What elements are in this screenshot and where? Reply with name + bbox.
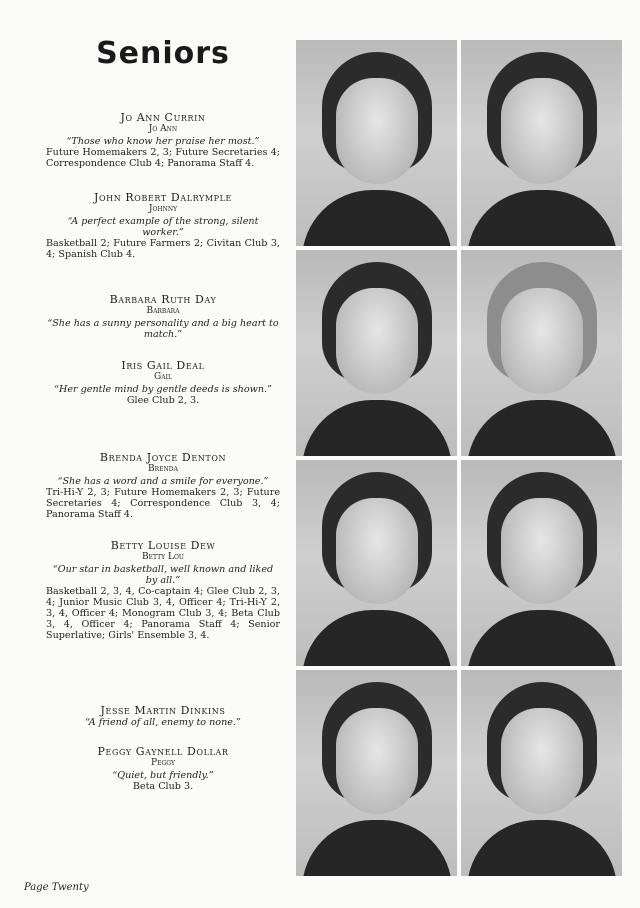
senior-quote: “Her gentle mind by gentle deeds is shown.” [54,384,272,395]
senior-activities: Glee Club 2, 3. [126,395,200,406]
senior-name: Brenda Joyce Denton [99,451,227,464]
senior-name: Jo Ann Currin [120,111,206,124]
senior-name: John Robert Dalrymple [93,191,232,204]
senior-quote: “A perfect example of the strong, silent worker.” [67,216,259,238]
portrait-photo [296,250,457,456]
senior-activities: Future Homemakers 2, 3; Future Secretaries 4; Correspondence Club 4; Panorama Staff 4. [46,147,280,169]
senior-nickname: Barbara [146,306,180,316]
portrait-photo [296,670,457,876]
senior-quote: “Those who know her praise her most.” [66,136,260,147]
senior-activities: Basketball 2; Future Farmers 2; Civitan Club 3, 4; Spanish Club 4. [46,238,280,260]
senior-name: Iris Gail Deal [121,359,205,372]
senior-entry-dew [46,540,280,641]
senior-entry-dalrymple [46,192,280,260]
senior-entry-dinkins [46,705,280,728]
senior-nickname: Johnny [148,204,178,214]
senior-activities: Beta Club 3. [132,781,194,792]
senior-name: Jesse Martin Dinkins [100,704,226,717]
portrait-photo [461,460,622,666]
portrait-photo [461,670,622,876]
portrait-photo [461,40,622,246]
senior-quote: “She has a sunny personality and a big heart to match.” [47,318,279,340]
senior-quote: “Quiet, but friendly.” [112,770,214,781]
portrait-photo [296,460,457,666]
senior-nickname: Peggy [151,758,175,768]
senior-quote: “She has a word and a smile for everyone.” [57,476,269,487]
portrait-photo [461,250,622,456]
portrait-grid [296,40,622,870]
senior-activities: Tri-Hi-Y 2, 3; Future Homemakers 2, 3; Future Secretaries 4; Correspondence Club 3, 4; Panorama Staff 4. [46,487,280,520]
senior-entry-dollar [46,746,280,792]
senior-activities: Basketball 2, 3, 4, Co-captain 4; Glee Club 2, 3, 4; Junior Music Club 3, 4, Officer 4; Tri-Hi-Y 2, 3, 4, Officer 4; Monogram Club 3, 4; Beta Club 3, 4, Officer 4; Panorama Staff 4; Senior Superlative; Girls' Ensemble 3, 4. [46,586,280,641]
senior-entry-deal [46,360,280,406]
senior-entry-currin [46,112,280,169]
portrait-photo [296,40,457,246]
page-title: Seniors [96,36,230,71]
senior-nickname: Brenda [148,464,178,474]
senior-quote: “Our star in basketball, well known and liked by all.” [52,564,274,586]
senior-quote: “A friend of all, enemy to none.” [85,717,241,728]
senior-entry-denton [46,452,280,520]
page-footer: Page Twenty [24,882,89,893]
senior-name: Peggy Gaynell Dollar [97,745,229,758]
senior-entry-day [46,294,280,340]
senior-nickname: Gail [154,372,172,382]
senior-name: Betty Louise Dew [110,539,216,552]
senior-nickname: Betty Lou [142,552,184,562]
senior-name: Barbara Ruth Day [109,293,217,306]
senior-nickname: Jo Ann [148,124,178,134]
